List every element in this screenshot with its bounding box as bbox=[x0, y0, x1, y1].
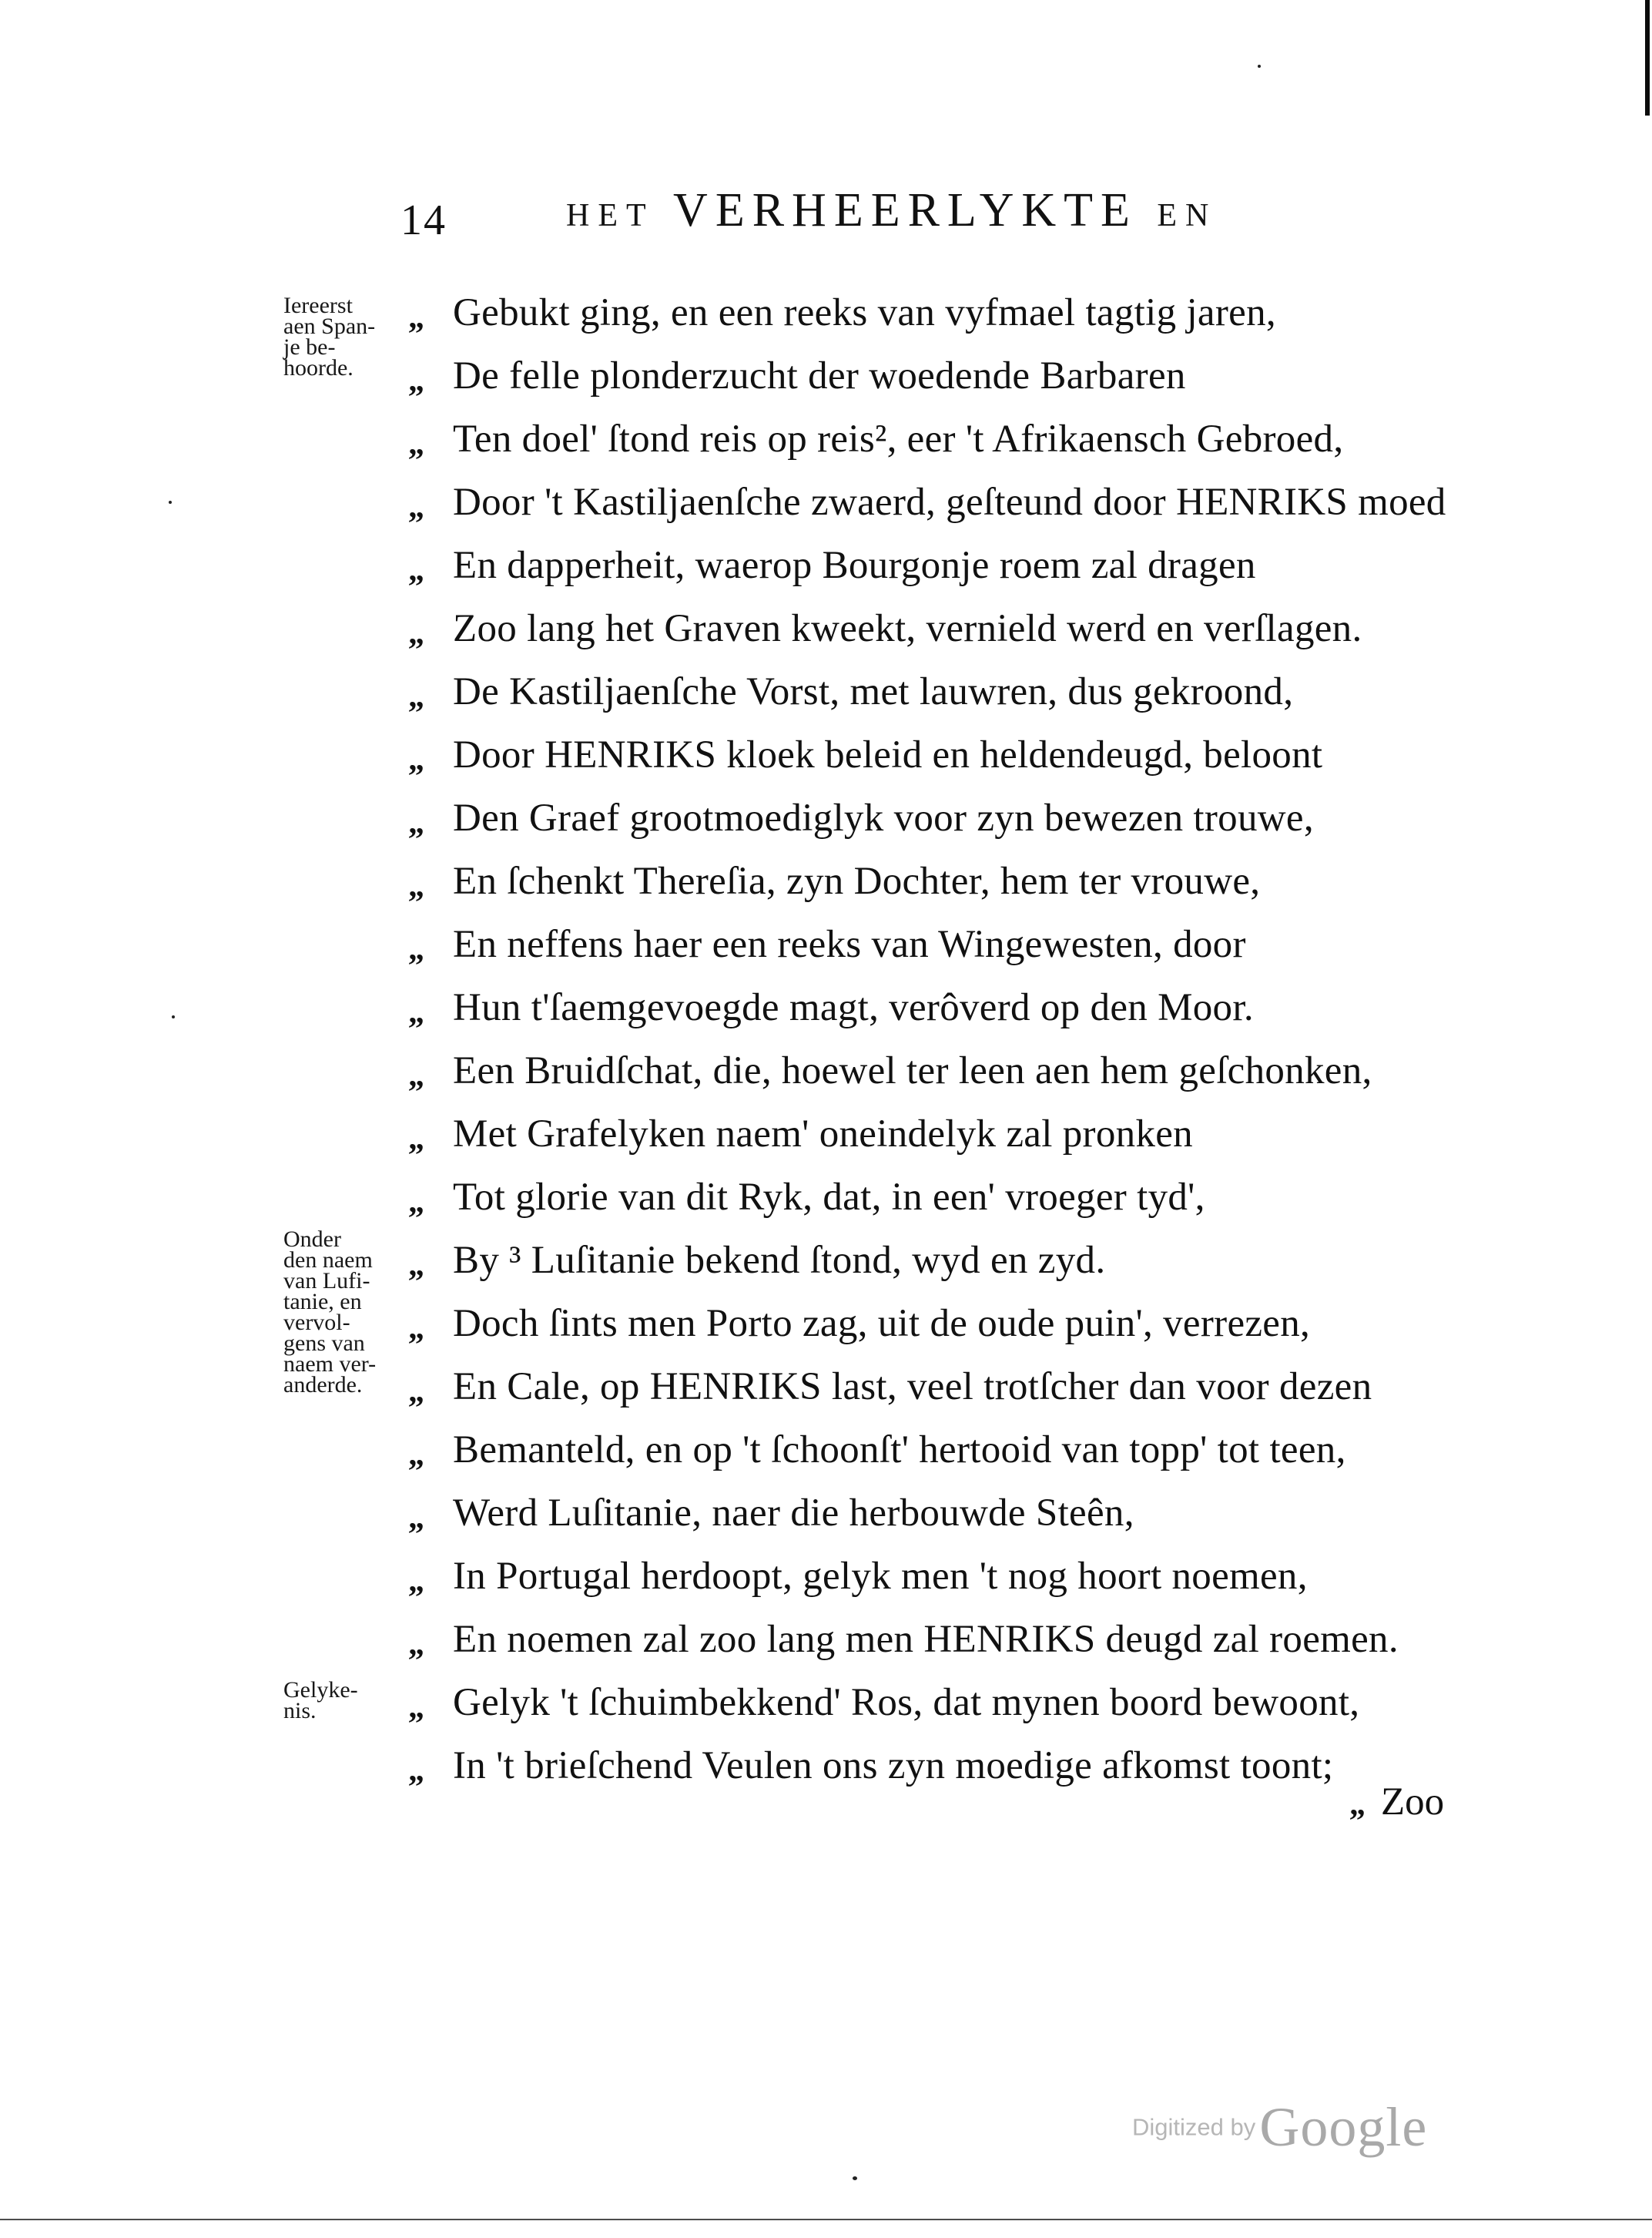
verse-line bbox=[400, 1039, 1486, 1102]
margin-note-line: je be- bbox=[283, 334, 336, 360]
verse-line bbox=[400, 913, 1486, 976]
margin-note-lusitanie bbox=[283, 1226, 418, 1397]
margin-note-line: van Lufi- bbox=[283, 1268, 370, 1293]
verse-line bbox=[400, 534, 1486, 597]
verse-line-text: En ſchenkt Thereſia, zyn Dochter, hem ter vrouwe, bbox=[453, 860, 1261, 903]
margin-note-line: den naem bbox=[283, 1247, 373, 1273]
quote-mark: „ bbox=[408, 426, 424, 461]
margin-note-line: naem ver- bbox=[283, 1351, 377, 1377]
quote-mark: „ bbox=[408, 995, 424, 1030]
verse-line bbox=[400, 1608, 1486, 1671]
verse-line-text: Ten doel' ſtond reis op reis², eer 't Afrikaensch Gebroed, bbox=[453, 418, 1344, 461]
verse-line bbox=[400, 1734, 1486, 1797]
quote-mark: „ bbox=[408, 742, 424, 777]
quote-mark: „ bbox=[408, 1374, 424, 1409]
margin-note-line: gens van bbox=[283, 1330, 365, 1356]
quote-mark: „ bbox=[408, 1184, 424, 1220]
ink-speck bbox=[853, 2176, 857, 2180]
watermark-brand: Google bbox=[1259, 2096, 1428, 2158]
verse-line-text: Met Grafelyken naem' oneindelyk zal pronken bbox=[453, 1112, 1193, 1156]
margin-note-line: Iereerst bbox=[283, 293, 353, 318]
quote-mark: „ bbox=[408, 1437, 424, 1472]
verse-line-text: Door 't Kastiljaenſche zwaerd, geſteund door HENRIKS moed bbox=[453, 481, 1446, 524]
verse-line bbox=[400, 1355, 1486, 1418]
quote-mark: „ bbox=[408, 1247, 424, 1283]
margin-note-line: Gelyke- bbox=[283, 1677, 358, 1703]
verse-line-text: En noemen zal zoo lang men HENRIKS deugd zal roemen. bbox=[453, 1618, 1399, 1661]
quote-mark: „ bbox=[408, 1121, 424, 1156]
verse-line bbox=[400, 597, 1486, 660]
verse-line bbox=[400, 787, 1486, 850]
verse-line bbox=[400, 660, 1486, 723]
verse-line bbox=[400, 1166, 1486, 1229]
margin-note-line: Onder bbox=[283, 1226, 341, 1252]
verse-line bbox=[400, 471, 1486, 534]
verse-line-text: En Cale, op HENRIKS last, veel trotſcher dan voor dezen bbox=[453, 1365, 1372, 1408]
running-title-en: EN bbox=[1157, 198, 1218, 233]
quote-mark: „ bbox=[408, 552, 424, 588]
ink-speck bbox=[169, 501, 172, 504]
verse-line bbox=[400, 1229, 1486, 1292]
margin-note-line: nis. bbox=[283, 1698, 317, 1723]
verse-line bbox=[400, 1481, 1486, 1545]
quote-mark: „ bbox=[408, 805, 424, 841]
margin-note-line: hoorde. bbox=[283, 355, 354, 381]
verse-line-text: Gelyk 't ſchuimbekkend' Ros, dat mynen boord bewoont, bbox=[453, 1681, 1360, 1724]
verse-line-text: By ³ Luſitanie bekend ſtond, wyd en zyd. bbox=[453, 1239, 1106, 1282]
verse-line bbox=[400, 723, 1486, 787]
margin-note-line: aen Span- bbox=[283, 314, 376, 339]
quote-mark: „ bbox=[408, 1058, 424, 1093]
running-header bbox=[400, 183, 1325, 253]
quote-mark: „ bbox=[408, 1753, 424, 1788]
quote-mark: „ bbox=[408, 679, 424, 714]
verse-line bbox=[400, 1292, 1486, 1355]
verse-line-text: Gebukt ging, en een reeks van vyfmael tagtig jaren, bbox=[453, 291, 1276, 334]
running-title bbox=[566, 183, 1217, 238]
quote-mark: „ bbox=[408, 300, 424, 335]
margin-note-line: vervol- bbox=[283, 1310, 350, 1335]
quote-mark: „ bbox=[408, 616, 424, 651]
verse-line-text: Bemanteld, en op 't ſchoonſt' hertooid van topp' tot teen, bbox=[453, 1428, 1346, 1471]
verse-line bbox=[400, 281, 1486, 344]
quote-mark: „ bbox=[408, 1689, 424, 1725]
verse-line bbox=[400, 1102, 1486, 1166]
verse-line-text: In Portugal herdoopt, gelyk men 't nog hoort noemen, bbox=[453, 1555, 1308, 1598]
verse-line-text: De Kastiljaenſche Vorst, met lauwren, dus gekroond, bbox=[453, 670, 1294, 713]
verse-line bbox=[400, 976, 1486, 1039]
page-bottom-rule bbox=[0, 2219, 1652, 2220]
verse-line bbox=[400, 850, 1486, 913]
verse-line-text: De felle plonderzucht der woedende Barbaren bbox=[453, 354, 1186, 398]
verse-body bbox=[400, 281, 1486, 1797]
catchword bbox=[1349, 1780, 1444, 1824]
watermark-prefix: Digitized by bbox=[1132, 2113, 1256, 2141]
verse-line-text: En dapperheit, waerop Bourgonje roem zal dragen bbox=[453, 544, 1256, 587]
verse-line bbox=[400, 408, 1486, 471]
quote-mark: „ bbox=[408, 363, 424, 398]
verse-line bbox=[400, 1545, 1486, 1608]
ink-speck bbox=[1258, 65, 1261, 68]
verse-line-text: Tot glorie van dit Ryk, dat, in een' vroeger tyd', bbox=[453, 1176, 1205, 1219]
verse-line bbox=[400, 344, 1486, 408]
page-edge-shadow bbox=[1645, 0, 1650, 116]
verse-line-text: Werd Luſitanie, naer die herbouwde Steên, bbox=[453, 1491, 1134, 1535]
quote-mark: „ bbox=[408, 489, 424, 525]
margin-note-line: tanie, en bbox=[283, 1289, 362, 1314]
margin-note-first bbox=[283, 293, 418, 381]
verse-line-text: En neffens haer een reeks van Wingewesten, door bbox=[453, 923, 1246, 966]
ink-speck bbox=[172, 1015, 175, 1018]
verse-line bbox=[400, 1418, 1486, 1481]
running-title-het: HET bbox=[566, 198, 655, 233]
verse-line-text: Hun t'ſaemgevoegde magt, verôverd op den Moor. bbox=[453, 986, 1254, 1029]
quote-mark: „ bbox=[408, 868, 424, 904]
verse-line-text: Door HENRIKS kloek beleid en heldendeugd, beloont bbox=[453, 733, 1323, 777]
digitization-watermark bbox=[1132, 2095, 1427, 2159]
verse-line-text: Doch ſints men Porto zag, uit de oude puin', verrezen, bbox=[453, 1302, 1311, 1345]
page-number: 14 bbox=[400, 196, 447, 244]
quote-mark: „ bbox=[408, 1626, 424, 1662]
catchword-text: Zoo bbox=[1381, 1780, 1445, 1824]
margin-note-line: anderde. bbox=[283, 1372, 363, 1397]
verse-line-text: In 't brieſchend Veulen ons zyn moedige afkomst toont; bbox=[453, 1744, 1334, 1787]
running-title-main: VERHEERLYKTE bbox=[673, 184, 1138, 237]
quote-mark: „ bbox=[408, 1310, 424, 1346]
quote-mark: „ bbox=[408, 1500, 424, 1535]
verse-line-text: Een Bruidſchat, die, hoewel ter leen aen hem geſchonken, bbox=[453, 1049, 1372, 1092]
verse-line-text: Zoo lang het Graven kweekt, vernield werd en verſlagen. bbox=[453, 607, 1362, 650]
verse-line bbox=[400, 1671, 1486, 1734]
verse-line-text: Den Graef grootmoediglyk voor zyn bewezen trouwe, bbox=[453, 797, 1314, 840]
margin-note-gelykenis bbox=[283, 1679, 418, 1721]
quote-mark: „ bbox=[1349, 1787, 1365, 1822]
quote-mark: „ bbox=[408, 931, 424, 967]
quote-mark: „ bbox=[408, 1563, 424, 1599]
